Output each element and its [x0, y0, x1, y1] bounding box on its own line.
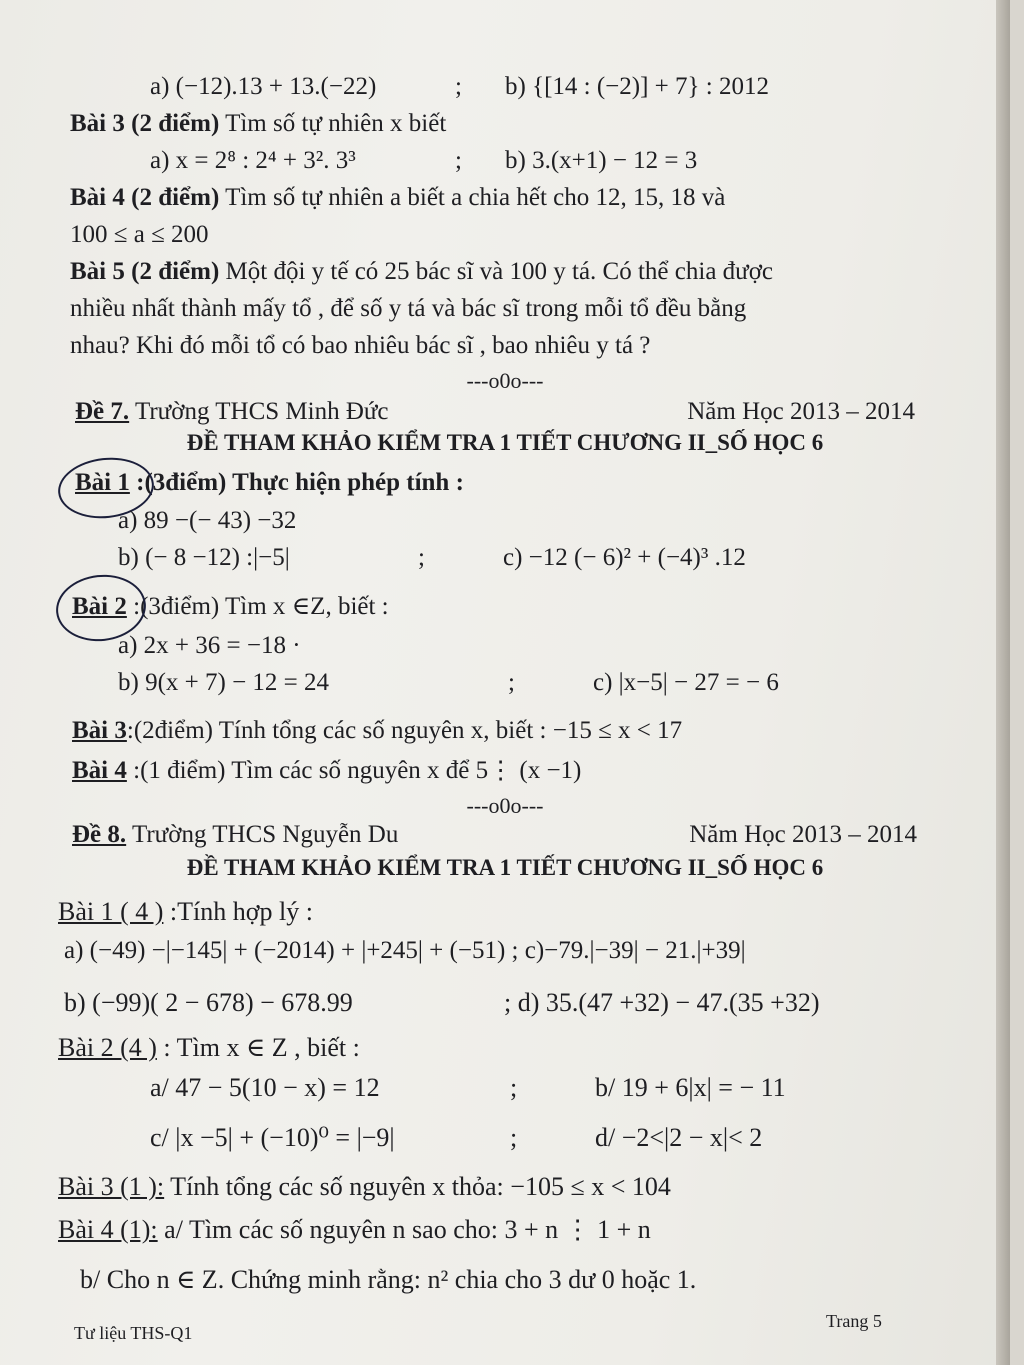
separator: ---o0o---	[466, 793, 544, 818]
exercise-heading: Bài 2 :(3điểm) Tìm x ∈Z, biết :	[72, 593, 389, 620]
line-3: a) x = 2⁸ : 2⁴ + 3². 3³ ; b) 3.(x+1) − 12 = 3	[150, 147, 698, 174]
exam-title: ĐỀ THAM KHẢO KIỂM TRA 1 TIẾT CHƯƠNG II_SỐ HỌC 6	[186, 855, 824, 880]
exercise-heading: Bài 2 (4 ) : Tìm x ∈ Z , biết :	[58, 1033, 360, 1062]
exercise-heading: Bài 5 (2 điểm) Một đội y tế có 25 bác sĩ và 100 y tá. Có thể chia được	[70, 258, 774, 285]
line-7: nhiều nhất thành mấy tổ , để số y tá và bác sĩ trong mỗi tổ đều bằng	[70, 295, 747, 322]
exercise-heading: Bài 3 (1 ): Tính tổng các số nguyên x thỏa: −105 ≤ x < 104	[58, 1172, 671, 1201]
exercise-heading: Bài 4 (1): a/ Tìm các số nguyên n sao cho: 3 + n ⋮ 1 + n	[58, 1215, 651, 1244]
line-17: b) 9(x + 7) − 12 = 24 ; c) |x−5| − 27 = − 6	[118, 669, 779, 696]
line-16: a) 2x + 36 = −18 ·	[118, 632, 301, 659]
exam-title: ĐỀ THAM KHẢO KIỂM TRA 1 TIẾT CHƯƠNG II_SỐ HỌC 6	[186, 430, 824, 455]
line-13: a) 89 −(− 43) −32	[118, 507, 297, 534]
line-5: 100 ≤ a ≤ 200	[70, 221, 209, 248]
line-27: a/ 47 − 5(10 − x) = 12 ; b/ 19 + 6|x| = − 11	[150, 1073, 786, 1102]
footer-source: Tư liệu THS-Q1	[74, 1323, 193, 1343]
page-edge	[996, 0, 1010, 1365]
line-8: nhau? Khi đó mỗi tổ có bao nhiêu bác sĩ , bao nhiêu y tá ?	[70, 332, 651, 359]
exercise-heading: Bài 3:(2điểm) Tính tổng các số nguyên x, biết : −15 ≤ x < 17	[72, 717, 683, 744]
footer-page-number: Trang 5	[826, 1311, 882, 1331]
line-25: b) (−99)( 2 − 678) − 678.99 ; d) 35.(47 +32) − 47.(35 +32)	[64, 988, 820, 1017]
exercise-heading: Bài 3 (2 điểm) Tìm số tự nhiên x biết	[70, 110, 447, 137]
exercise-heading: Bài 1 :(3điểm) Thực hiện phép tính :	[75, 469, 464, 496]
line-14: b) (− 8 −12) :|−5| ; c) −12 (− 6)² + (−4)³ .12	[118, 544, 746, 571]
exercise-heading: Bài 4 :(1 điểm) Tìm các số nguyên x để 5⋮ (x −1)	[72, 757, 582, 784]
exam-header-8: Đề 8. Trường THCS Nguyễn Du Năm Học 2013 – 2014	[72, 821, 917, 848]
exercise-heading: Bài 1 ( 4 ) :Tính hợp lý :	[58, 897, 313, 926]
line-1: a) (−12).13 + 13.(−22) ; b) {[14 : (−2)] + 7} : 2012	[150, 73, 769, 100]
line-31: b/ Cho n ∈ Z. Chứng minh rằng: n² chia cho 3 dư 0 hoặc 1.	[80, 1265, 697, 1294]
separator: ---o0o---	[466, 368, 544, 393]
exam-header-7: Đề 7. Trường THCS Minh Đức Năm Học 2013 – 2014	[75, 398, 915, 425]
line-24: a) (−49) −|−145| + (−2014) + |+245| + (−51) ; c)−79.|−39| − 21.|+39|	[64, 937, 746, 964]
line-28: c/ |x −5| + (−10)⁰ = |−9| ; d/ −2<|2 − x|< 2	[150, 1123, 763, 1152]
exercise-heading: Bài 4 (2 điểm) Tìm số tự nhiên a biết a chia hết cho 12, 15, 18 và	[70, 184, 726, 211]
